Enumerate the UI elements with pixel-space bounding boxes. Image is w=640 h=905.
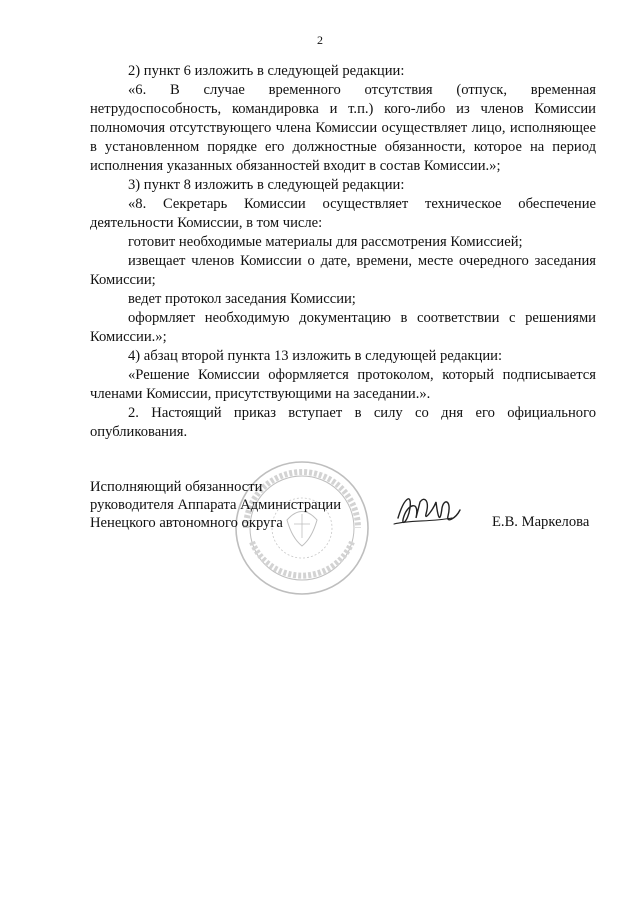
signer-title-line: руководителя Аппарата Администрации [90, 497, 342, 513]
paragraph: готовит необходимые материалы для рассмотрения Комиссией; [128, 234, 523, 250]
signer-name: Е.В. Маркелова [492, 514, 590, 530]
handwritten-signature-icon [390, 488, 470, 533]
paragraph: «6. В случае временного отсутствия (отпуск, временная нетрудоспособность, командировка и т.п.) кого-либо из членов Комиссии полномочия отсутствующего члена Комиссии осуществляет лицо, исполняющее в установленном порядке его должностные обязанности, которое на период исполнения указанных обязанностей входит в состав Комиссии.»; [90, 82, 596, 174]
paragraph: 4) абзац второй пункта 13 изложить в следующей редакции: [128, 348, 503, 364]
paragraph: «8. Секретарь Комиссии осуществляет техническое обеспечение деятельности Комиссии, в том числе: [90, 196, 596, 231]
signer-title-line: Ненецкого автономного округа [90, 515, 283, 531]
document-body [90, 62, 596, 442]
page-number: 2 [317, 33, 323, 47]
paragraph: ведет протокол заседания Комиссии; [128, 291, 356, 307]
signer-title [90, 478, 341, 532]
signature-block [90, 478, 610, 618]
paragraph: 3) пункт 8 изложить в следующей редакции: [128, 177, 405, 193]
paragraph: 2. Настоящий приказ вступает в силу со дня его официального опубликования. [90, 405, 596, 440]
paragraph: оформляет необходимую документацию в соответствии с решениями Комиссии.»; [90, 310, 596, 345]
signer-title-line: Исполняющий обязанности [90, 479, 263, 495]
paragraph: «Решение Комиссии оформляется протоколом, который подписывается членами Комиссии, присутствующими на заседании.». [90, 367, 596, 402]
paragraph: извещает членов Комиссии о дате, времени, месте очередного заседания Комиссии; [90, 253, 596, 288]
paragraph: 2) пункт 6 изложить в следующей редакции: [128, 63, 405, 79]
